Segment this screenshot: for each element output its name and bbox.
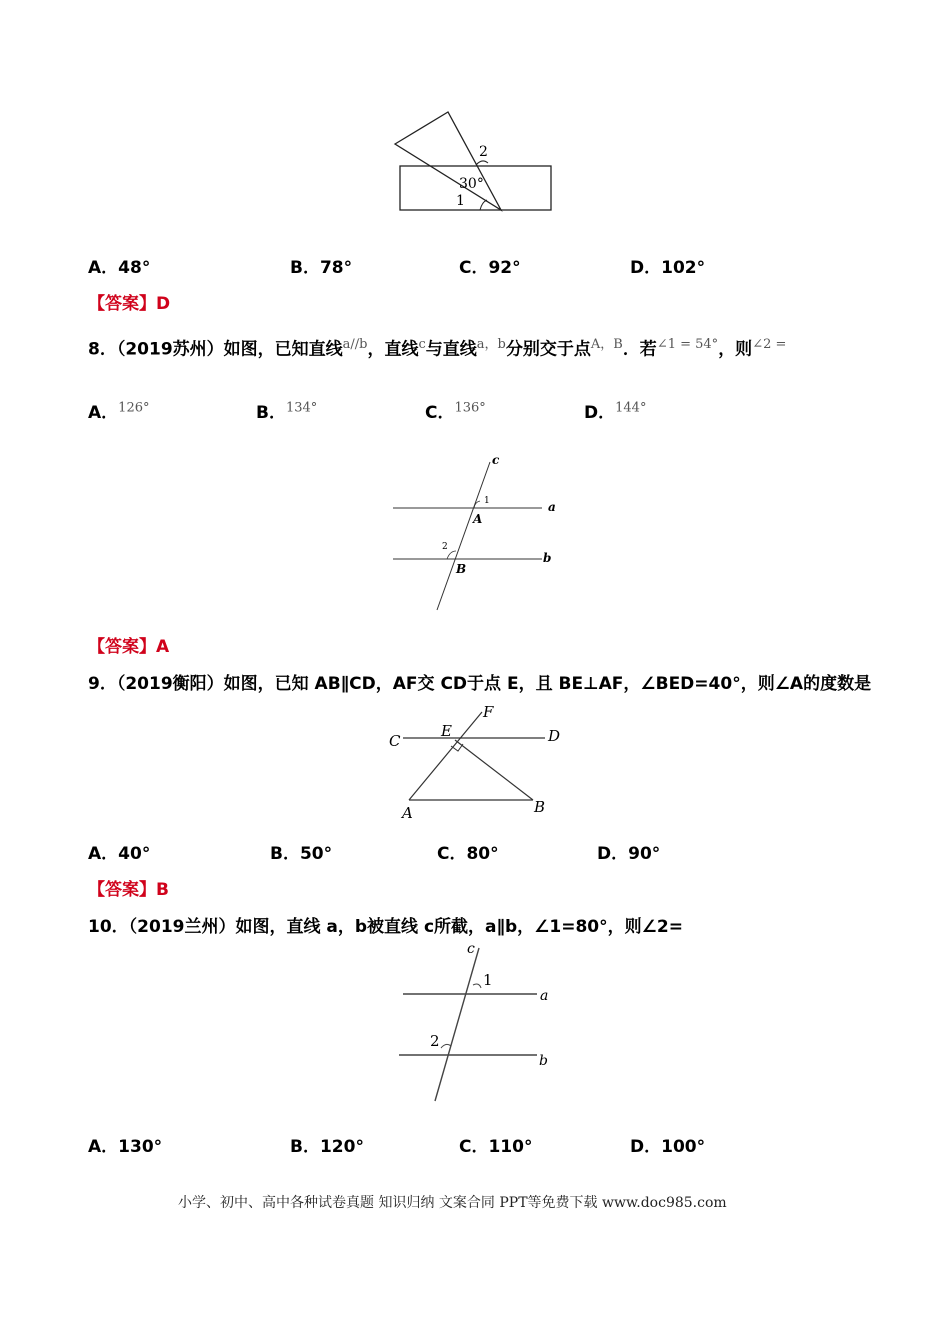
q8-option-a-value: 126° xyxy=(118,400,150,416)
q8-label-a: a xyxy=(548,500,556,514)
q8-stem-part-5: a，b xyxy=(476,337,506,352)
q10-line-c xyxy=(435,948,479,1101)
q10-arc-1 xyxy=(473,984,481,988)
q10-arc-2 xyxy=(441,1044,451,1048)
q8-stem-part-9: ∠1 = 54° xyxy=(656,337,719,352)
q8-stem-part-7: A，B xyxy=(590,337,623,352)
q7-option-b: B．78° xyxy=(290,258,353,278)
q8-stem-part-10: ，则 xyxy=(718,339,753,360)
q8-stem-part-0: 8．（2019苏州）如图，已知直线 xyxy=(88,339,343,360)
q8-option-d-letter: D． xyxy=(584,403,616,423)
q7-label-30: 30° xyxy=(459,176,484,192)
q8-figure xyxy=(390,450,565,612)
q8-answer: 【答案】A xyxy=(88,637,170,657)
q10-label-2: 2 xyxy=(430,1032,440,1050)
q9-stem: 9．（2019衡阳）如图，已知 AB∥CD，AF交 CD于点 E，且 BE⊥AF，∠BED=40°，则∠A的度数是 xyxy=(88,674,872,694)
q8-option-b-value: 134° xyxy=(285,400,318,416)
q8-option-c-letter: C． xyxy=(425,403,455,423)
q9-option-d: D．90° xyxy=(597,844,661,864)
q10-option-b: B．120° xyxy=(290,1137,364,1157)
q7-label-2: 2 xyxy=(479,144,488,160)
q8-stem-part-8: ．若 xyxy=(622,339,657,360)
q7-answer: 【答案】D xyxy=(88,294,171,314)
q9-option-c: C．80° xyxy=(437,844,499,864)
q7-arc-2 xyxy=(476,161,488,165)
q8-option-a xyxy=(88,398,150,423)
q9-label-C: C xyxy=(389,732,401,750)
q8-arc-2 xyxy=(447,551,456,559)
q7-option-d: D．102° xyxy=(630,258,706,278)
q8-option-b xyxy=(256,398,317,423)
q10-label-a: a xyxy=(540,988,549,1004)
q9-label-D: D xyxy=(548,727,561,745)
q8-option-c-value: 136° xyxy=(454,400,486,416)
q10-option-a: A．130° xyxy=(88,1137,163,1157)
q8-stem-part-1: a//b xyxy=(342,337,368,352)
q8-stem-part-6: 分别交于点 xyxy=(505,339,591,360)
q8-option-a-letter: A． xyxy=(88,403,119,423)
q8-option-c xyxy=(425,398,486,423)
q8-stem-part-3: c xyxy=(418,337,426,352)
q10-label-c: c xyxy=(467,941,475,957)
q8-label-2: 2 xyxy=(442,542,448,552)
q8-arc-1 xyxy=(474,501,480,508)
q8-label-1: 1 xyxy=(484,496,490,506)
q9-option-a: A．40° xyxy=(88,844,151,864)
q7-figure xyxy=(390,108,560,216)
q8-option-d-value: 144° xyxy=(615,400,647,416)
q9-answer: 【答案】B xyxy=(88,880,169,900)
q9-label-E: E xyxy=(441,722,452,740)
q10-label-1: 1 xyxy=(483,971,493,989)
q9-figure xyxy=(385,700,565,822)
q8-line-c xyxy=(437,462,490,610)
q10-option-c: C．110° xyxy=(459,1137,533,1157)
q7-label-1: 1 xyxy=(456,193,465,209)
q10-figure xyxy=(395,940,560,1105)
q8-stem-part-2: ，直线 xyxy=(367,339,419,360)
q8-stem-part-11: ∠2 = xyxy=(752,337,787,352)
q9-option-b: B．50° xyxy=(270,844,333,864)
q10-stem: 10．（2019兰州）如图，直线 a，b被直线 c所截，a∥b，∠1=80°，则∠2= xyxy=(88,917,683,937)
q8-label-A: A xyxy=(473,512,483,526)
q10-label-b: b xyxy=(539,1053,548,1069)
q9-line-be xyxy=(455,740,533,800)
q8-option-b-letter: B． xyxy=(256,403,286,423)
q8-stem-part-4: 与直线 xyxy=(425,339,477,360)
q8-stem xyxy=(88,333,786,360)
q8-label-c: c xyxy=(492,453,500,467)
q7-option-a: A．48° xyxy=(88,258,151,278)
q9-label-B: B xyxy=(534,798,546,816)
q9-label-A: A xyxy=(402,804,413,822)
footer-text: 小学、初中、高中各种试卷真题 知识归纳 文案合同 PPT等免费下载 www.doc985.com xyxy=(178,1195,727,1211)
q7-option-c: C．92° xyxy=(459,258,521,278)
q10-option-d: D．100° xyxy=(630,1137,706,1157)
q8-label-b: b xyxy=(543,551,552,565)
q8-label-B: B xyxy=(456,562,467,576)
q7-arc-1 xyxy=(480,200,487,210)
q9-label-F: F xyxy=(483,703,494,721)
q8-option-d xyxy=(584,398,646,423)
